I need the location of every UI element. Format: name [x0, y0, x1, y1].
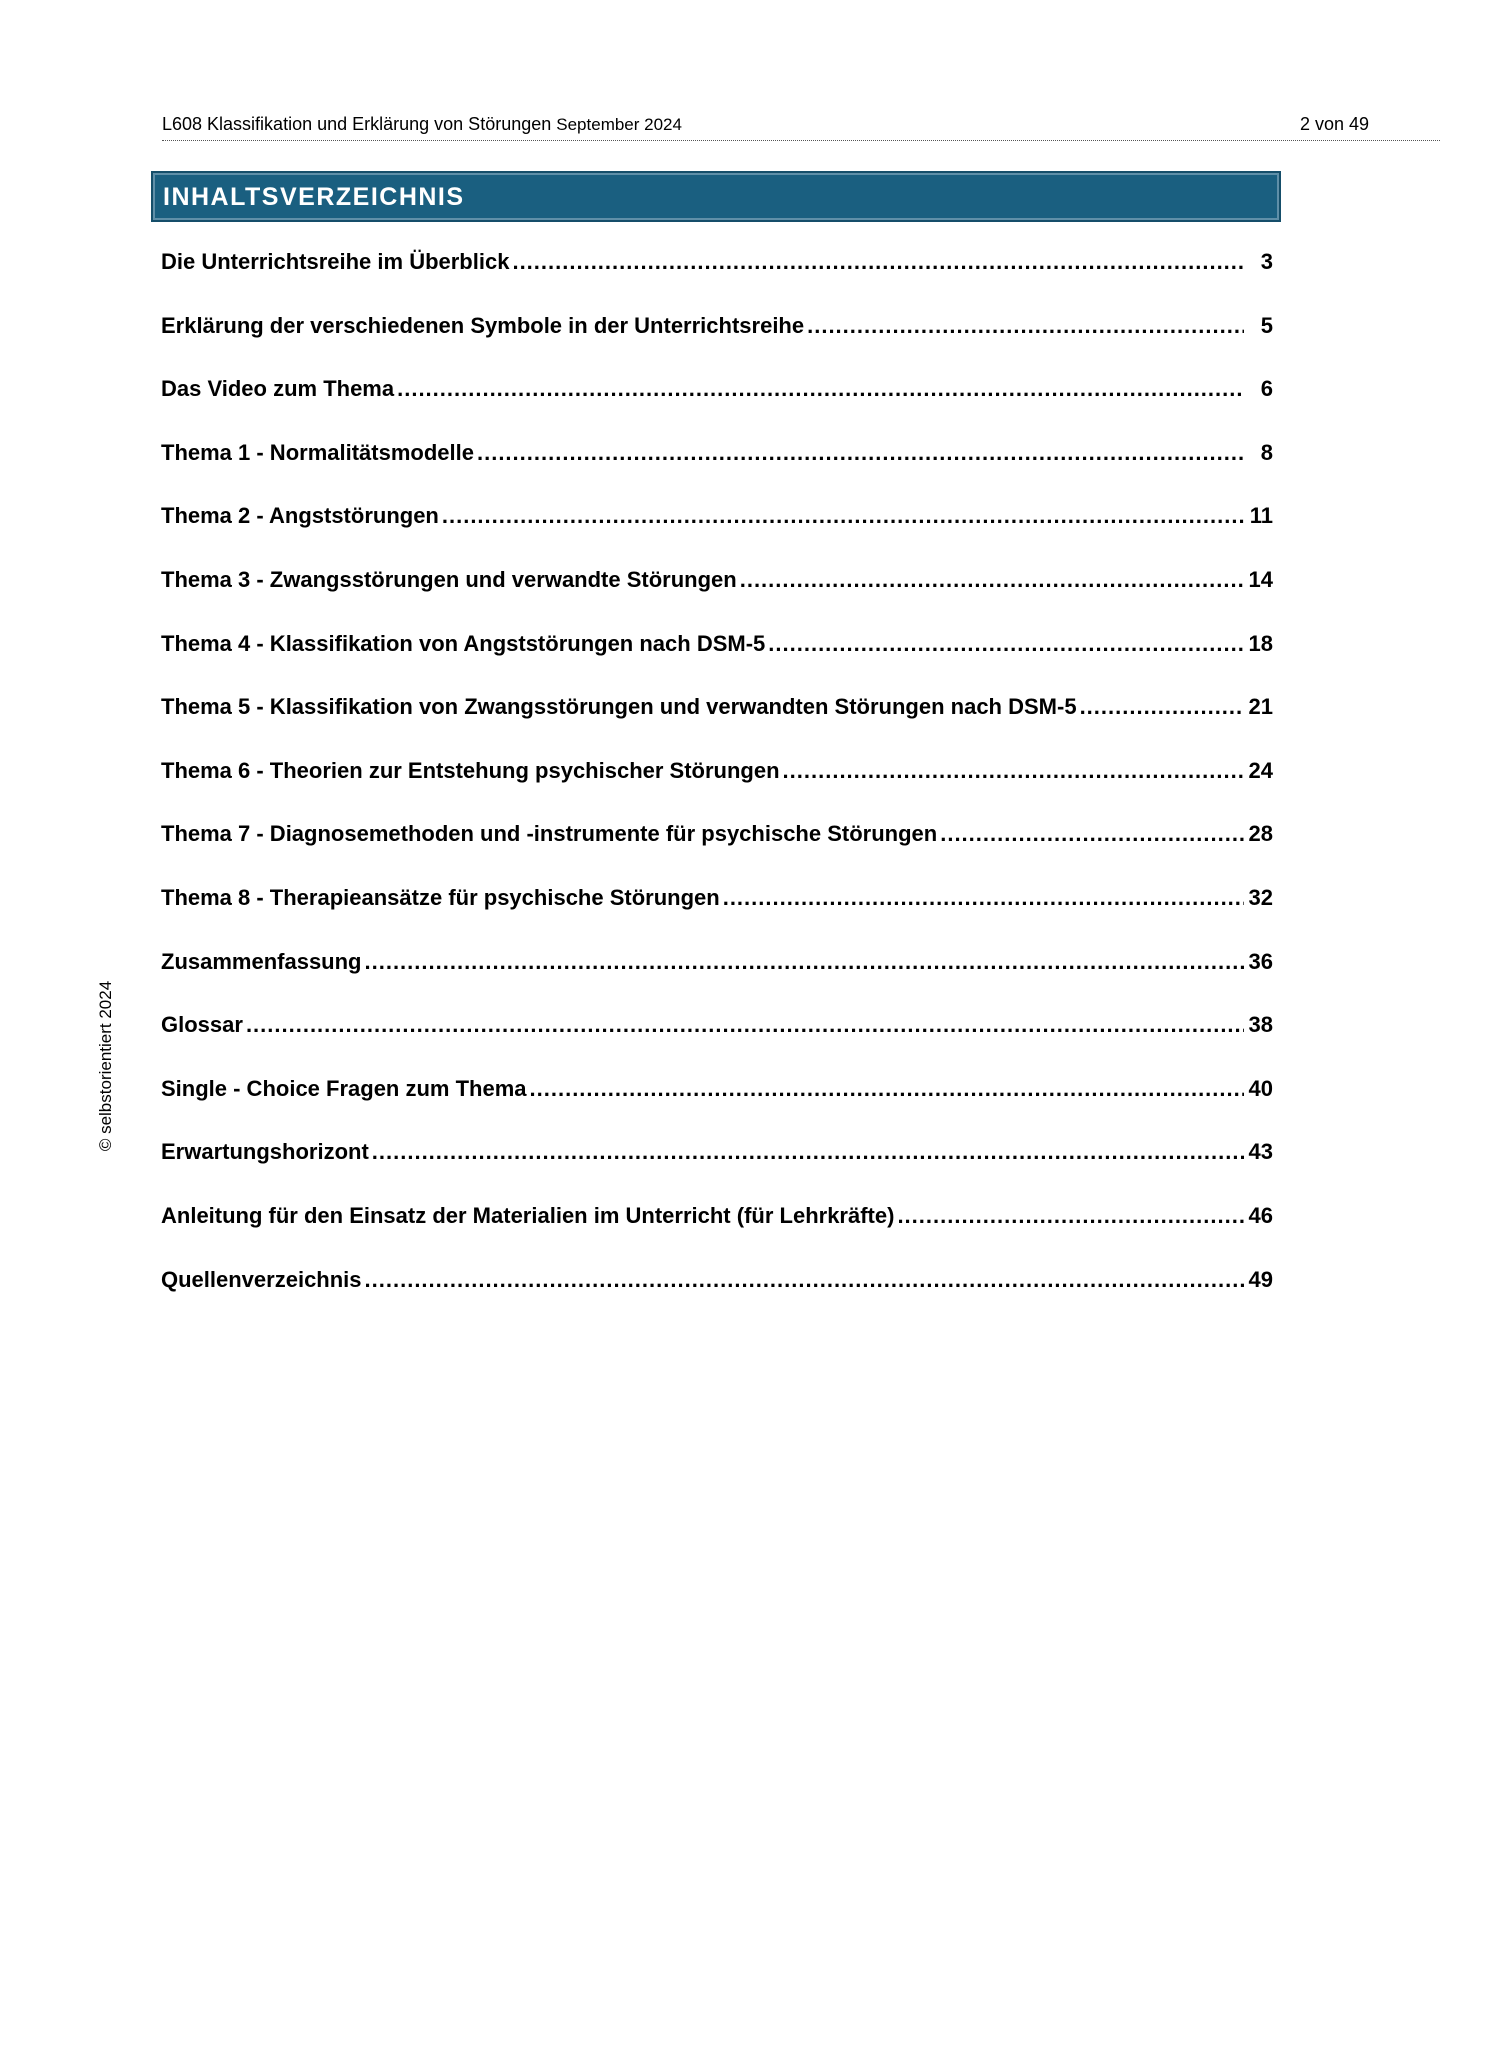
toc-entry-page: 18	[1248, 630, 1273, 656]
toc-entry-label: Thema 3 - Zwangsstörungen und verwandte Störungen	[161, 566, 737, 592]
toc-dot-leader	[442, 503, 1244, 529]
toc-entry-page: 14	[1248, 566, 1273, 592]
toc-entry[interactable]	[161, 503, 1273, 567]
toc-entry[interactable]	[161, 1012, 1273, 1076]
toc-entry-page: 38	[1248, 1012, 1273, 1038]
toc-dot-leader	[1080, 694, 1244, 720]
toc-dot-leader	[365, 1267, 1244, 1293]
toc-entry-label: Die Unterrichtsreihe im Überblick	[161, 249, 510, 274]
toc-dot-leader	[372, 1139, 1244, 1165]
toc-entry[interactable]	[161, 1139, 1273, 1203]
toc-dot-leader	[397, 376, 1244, 402]
toc-entry[interactable]	[161, 376, 1273, 440]
toc-dot-leader	[477, 440, 1244, 466]
toc-entry[interactable]	[161, 949, 1273, 1013]
document-title-text: L608 Klassifikation und Erklärung von Störungen	[162, 114, 552, 134]
toc-entry-page: 32	[1248, 884, 1273, 910]
document-title	[162, 114, 682, 135]
toc-entry[interactable]	[161, 440, 1273, 504]
toc-entry-page: 46	[1248, 1202, 1273, 1228]
toc-entry-page: 36	[1248, 948, 1273, 974]
toc-entry-label: Anleitung für den Einsatz der Materialien im Unterricht (für Lehrkräfte)	[161, 1202, 895, 1228]
toc-dot-leader	[246, 1012, 1244, 1038]
toc-entry[interactable]	[161, 249, 1273, 313]
toc-dot-leader	[768, 631, 1244, 657]
toc-entry[interactable]	[161, 631, 1273, 695]
toc-entry-page: 49	[1248, 1266, 1273, 1292]
toc-dot-leader	[807, 313, 1244, 339]
toc-entry[interactable]	[161, 1076, 1273, 1140]
toc-entry-label: Erwartungshorizont	[161, 1139, 369, 1165]
toc-dot-leader	[365, 949, 1245, 975]
toc-entry-page: 6	[1260, 376, 1273, 402]
toc-entry[interactable]	[161, 821, 1273, 885]
toc-entry-label: Thema 2 - Angststörungen	[161, 503, 439, 529]
toc-entry-label: Erklärung der verschiedenen Symbole in der Unterrichtsreihe	[161, 312, 805, 338]
toc-entry-page: 24	[1248, 757, 1273, 783]
toc-entry-label: Thema 5 - Klassifikation von Zwangsstörungen und verwandten Störungen nach DSM-5	[161, 694, 1077, 720]
toc-dot-leader	[740, 567, 1244, 593]
toc-entry-page: 28	[1248, 821, 1273, 847]
toc-dot-leader	[940, 821, 1244, 847]
toc-entry[interactable]	[161, 758, 1273, 822]
toc-entry-page: 11	[1249, 503, 1273, 529]
page-number: 2 von 49	[1300, 114, 1370, 134]
toc-entry-label: Single - Choice Fragen zum Thema	[161, 1075, 527, 1101]
toc-entry-page: 21	[1248, 694, 1273, 720]
table-of-contents	[161, 249, 1273, 1330]
copyright-notice: © selbstorientiert 2024	[96, 980, 115, 1152]
toc-dot-leader	[723, 885, 1244, 911]
toc-entry-page: 40	[1248, 1075, 1273, 1101]
toc-entry-page: 43	[1248, 1139, 1273, 1165]
toc-entry-label: Quellenverzeichnis	[161, 1266, 362, 1292]
toc-entry[interactable]	[161, 567, 1273, 631]
toc-entry[interactable]	[161, 313, 1273, 377]
toc-heading-banner	[151, 171, 1281, 222]
toc-entry[interactable]	[161, 885, 1273, 949]
toc-entry-label: Glossar	[161, 1012, 243, 1038]
toc-entry[interactable]	[161, 1267, 1273, 1331]
toc-entry-label: Thema 7 - Diagnosemethoden und -instrumente für psychische Störungen	[161, 821, 938, 847]
toc-entry[interactable]	[161, 1203, 1273, 1267]
toc-dot-leader	[897, 1203, 1244, 1229]
toc-dot-leader	[530, 1076, 1244, 1102]
toc-entry-label: Zusammenfassung	[161, 948, 362, 974]
toc-dot-leader	[512, 249, 1244, 275]
toc-entry-label: Thema 6 - Theorien zur Entstehung psychischer Störungen	[161, 757, 780, 783]
toc-entry-label: Thema 4 - Klassifikation von Angststörungen nach DSM-5	[161, 630, 766, 656]
toc-entry-label: Das Video zum Thema	[161, 376, 395, 402]
toc-entry-page: 5	[1260, 312, 1273, 338]
toc-heading: INHALTSVERZEICHNIS	[163, 183, 465, 211]
toc-dot-leader	[783, 758, 1244, 784]
toc-entry-page: 8	[1260, 439, 1273, 465]
page-header	[162, 112, 1440, 141]
toc-entry-page: 3	[1260, 249, 1273, 274]
document-date: September 2024	[556, 115, 682, 134]
toc-entry-label: Thema 8 - Therapieansätze für psychische Störungen	[161, 884, 720, 910]
toc-entry-label: Thema 1 - Normalitätsmodelle	[161, 439, 474, 465]
toc-entry[interactable]	[161, 694, 1273, 758]
